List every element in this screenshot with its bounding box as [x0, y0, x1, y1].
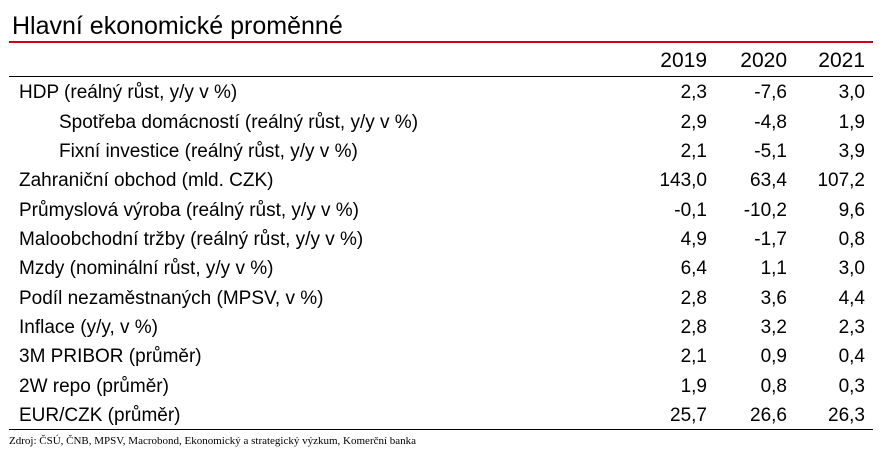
year-header-2019: 2019 [660, 49, 707, 72]
value-cell-2021: 107,2 [817, 170, 865, 192]
table-row [9, 136, 873, 165]
table-row [9, 312, 873, 341]
value-cell-2021: 9,6 [838, 199, 865, 221]
value-cell-2020: -1,7 [754, 228, 787, 250]
table-header-row [9, 43, 873, 77]
value-cell-2019: -0,1 [674, 199, 707, 221]
value-cell-2019: 4,9 [680, 228, 707, 250]
value-cell-2019: 2,1 [680, 140, 707, 162]
value-cell-2020: 26,6 [750, 404, 787, 426]
table-row [9, 194, 873, 223]
page-title: Hlavní ekonomické proměnné [12, 12, 343, 40]
table-row [9, 253, 873, 282]
row-label: 2W repo (průměr) [19, 375, 169, 397]
value-cell-2019: 25,7 [670, 404, 707, 426]
value-cell-2019: 2,8 [680, 316, 707, 338]
value-cell-2019: 1,9 [680, 375, 707, 397]
value-cell-2019: 2,9 [680, 111, 707, 133]
value-cell-2021: 3,0 [838, 258, 865, 280]
row-label: Spotřeba domácností (reálný růst, y/y v %) [59, 111, 419, 133]
value-cell-2021: 1,9 [838, 111, 865, 133]
row-label: Inflace (y/y, v %) [19, 316, 159, 338]
value-cell-2019: 143,0 [659, 170, 707, 192]
value-cell-2021: 0,4 [838, 346, 865, 368]
value-cell-2020: -7,6 [754, 82, 787, 104]
value-cell-2019: 6,4 [680, 258, 707, 280]
row-label: Maloobchodní tržby (reálný růst, y/y v %) [19, 228, 364, 250]
table-row [9, 370, 873, 399]
table-row [9, 165, 873, 194]
table-row [9, 77, 873, 106]
value-cell-2021: 4,4 [838, 287, 865, 309]
table-row [9, 282, 873, 311]
value-cell-2021: 0,8 [838, 228, 865, 250]
row-label: EUR/CZK (průměr) [19, 404, 181, 426]
value-cell-2021: 3,0 [838, 82, 865, 104]
value-cell-2020: 1,1 [760, 258, 787, 280]
value-cell-2020: 3,2 [760, 316, 787, 338]
row-label: Průmyslová výroba (reálný růst, y/y v %) [19, 199, 359, 221]
value-cell-2020: -5,1 [754, 140, 787, 162]
table-row [9, 341, 873, 370]
value-cell-2020: 3,6 [760, 287, 787, 309]
value-cell-2020: 63,4 [750, 170, 787, 192]
value-cell-2021: 0,3 [838, 375, 865, 397]
row-label: Podíl nezaměstnaných (MPSV, v %) [19, 287, 324, 309]
row-label: Fixní investice (reálný růst, y/y v %) [59, 140, 358, 162]
row-label: 3M PRIBOR (průměr) [19, 346, 202, 368]
value-cell-2019: 2,1 [680, 346, 707, 368]
table-row [9, 224, 873, 253]
value-cell-2020: -4,8 [754, 111, 787, 133]
row-label: HDP (reálný růst, y/y v %) [19, 82, 238, 104]
table-row [9, 400, 873, 430]
value-cell-2019: 2,3 [680, 82, 707, 104]
table-row [9, 106, 873, 135]
row-label: Zahraniční obchod (mld. CZK) [19, 170, 274, 192]
value-cell-2020: -10,2 [743, 199, 787, 221]
row-label: Mzdy (nominální růst, y/y v %) [19, 258, 274, 280]
value-cell-2020: 0,8 [760, 375, 787, 397]
value-cell-2019: 2,8 [680, 287, 707, 309]
economic-indicators-table [9, 43, 873, 430]
table-body [9, 77, 873, 430]
source-note: Zdroj: ČSÚ, ČNB, MPSV, Macrobond, Ekonomický a strategický výzkum, Komerční banka [9, 435, 417, 447]
value-cell-2021: 2,3 [838, 316, 865, 338]
value-cell-2020: 0,9 [760, 346, 787, 368]
year-header-2021: 2021 [818, 49, 865, 72]
value-cell-2021: 3,9 [838, 140, 865, 162]
year-header-2020: 2020 [740, 49, 787, 72]
value-cell-2021: 26,3 [828, 404, 865, 426]
